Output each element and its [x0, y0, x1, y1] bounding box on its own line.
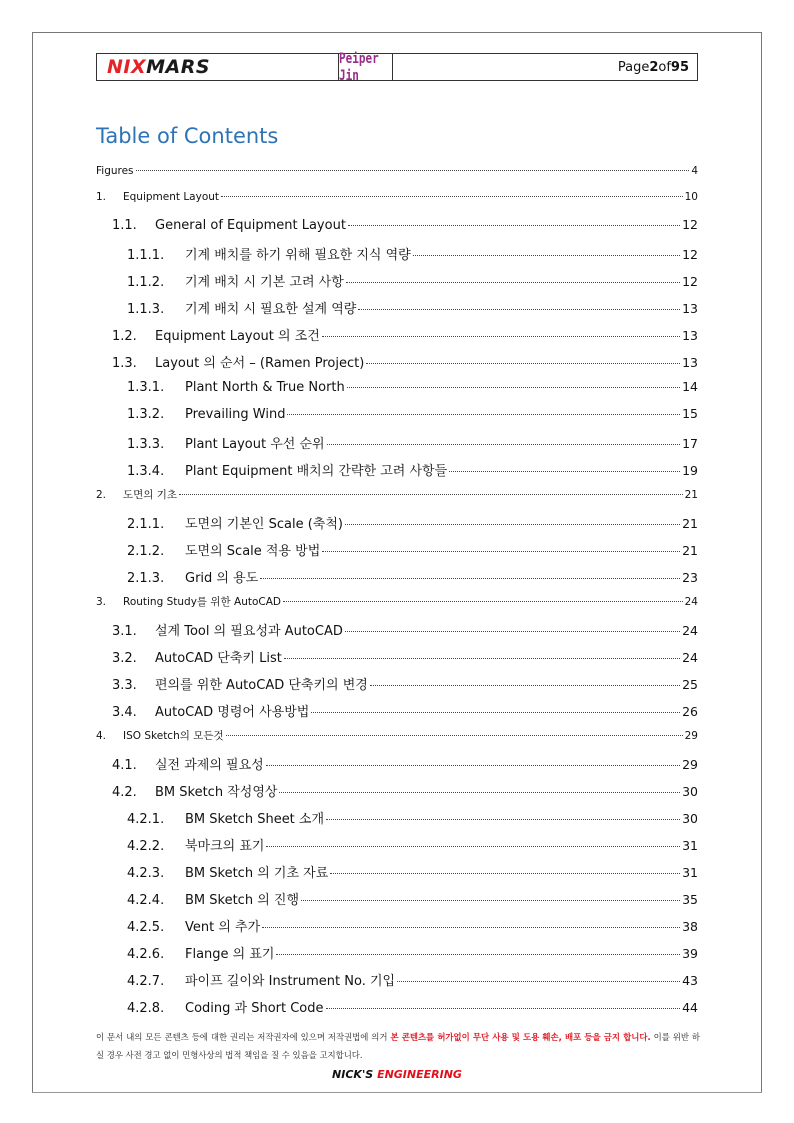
toc-leader-dots [366, 362, 680, 364]
toc-leader-dots [266, 845, 680, 847]
toc-leader-dots [283, 600, 683, 602]
toc-leader-dots [370, 684, 680, 686]
toc-entry[interactable] [96, 346, 698, 373]
toc-entry-number: 1.3.4. [127, 464, 165, 479]
toc-entry[interactable] [96, 748, 698, 775]
toc-entry[interactable] [96, 829, 698, 856]
toc-entry-number: 3.1. [112, 624, 137, 639]
toc-leader-dots [326, 818, 680, 820]
toc-leader-dots [397, 980, 680, 982]
toc-entry[interactable] [96, 668, 698, 695]
toc-leader-dots [221, 195, 683, 197]
toc-entry-title: 도면의 기본인 Scale (축척) [185, 517, 343, 532]
toc-entry-page: 24 [682, 650, 698, 665]
toc-entry-page: 26 [682, 704, 698, 719]
toc-entry-number: 1.1.2. [127, 275, 165, 290]
toc-entry-page: 23 [682, 570, 698, 585]
logo-cell [97, 54, 339, 80]
toc-leader-dots [284, 657, 680, 659]
footer-brand: NICK'S ENGINEERING [332, 1068, 462, 1081]
toc-entry-page: 21 [684, 489, 698, 501]
toc-entry-title: 북마크의 표기 [185, 839, 265, 854]
toc-entry[interactable] [96, 400, 698, 427]
toc-leader-dots [345, 523, 680, 525]
toc-entry-title: BM Sketch 작성영상 [155, 785, 278, 800]
toc-entry-number: 4. [96, 730, 107, 742]
toc-entry[interactable] [96, 614, 698, 641]
toc-entry[interactable] [96, 159, 698, 185]
toc-entry[interactable] [96, 238, 698, 265]
toc-entry-title: Plant Equipment 배치의 간략한 고려 사항들 [185, 464, 448, 479]
toc-entry-title: AutoCAD 명령어 사용방법 [155, 705, 310, 720]
toc-leader-dots [226, 734, 683, 736]
toc-leader-dots [413, 254, 680, 256]
toc-entry-number: 4.2. [112, 785, 137, 800]
toc-entry[interactable] [96, 373, 698, 400]
toc-entry[interactable] [96, 910, 698, 937]
toc-entry[interactable] [96, 856, 698, 883]
toc-entry-number: 3.3. [112, 678, 137, 693]
toc-leader-dots [287, 413, 680, 415]
toc-leader-dots [311, 711, 680, 713]
toc-leader-dots [345, 630, 680, 632]
toc-entry-title: 기계 배치 시 기본 고려 사항 [185, 275, 344, 290]
toc-entry-number: 4.2.1. [127, 812, 165, 827]
toc-entry-title: General of Equipment Layout [155, 218, 346, 233]
toc-entry-number: 1.1.1. [127, 248, 165, 263]
toc-entry-number: 1. [96, 191, 107, 203]
toc-entry-title: Grid 의 용도 [185, 571, 259, 586]
toc-entry-number: 1.1.3. [127, 302, 165, 317]
toc-leader-dots [260, 577, 680, 579]
toc-entry-page: 30 [682, 784, 698, 799]
toc-entry-title: 도면의 Scale 적용 방법 [185, 544, 321, 559]
toc-entry-title: BM Sketch Sheet 소개 [185, 812, 325, 827]
toc-entry-title: 파이프 길이와 Instrument No. 기입 [185, 974, 396, 989]
toc-entry[interactable] [96, 641, 698, 668]
toc-entry[interactable] [96, 534, 698, 561]
toc-entry[interactable] [96, 481, 698, 507]
toc-entry-number: 4.1. [112, 758, 137, 773]
toc-entry-number: 1.3.1. [127, 380, 165, 395]
toc-entry-number: 1.1. [112, 218, 137, 233]
toc-entry[interactable] [96, 991, 698, 1018]
nixmars-logo: NIXMARS [107, 56, 211, 78]
toc-entry[interactable] [96, 292, 698, 319]
toc-leader-dots [322, 550, 680, 552]
toc-entry-title: 기계 배치 시 필요한 설계 역량 [185, 302, 357, 317]
page-frame-bottom [32, 1092, 762, 1093]
toc-entry-page: 12 [682, 217, 698, 232]
toc-leader-dots [266, 764, 680, 766]
toc-entry-title: Plant North & True North [185, 380, 345, 395]
page-header [96, 50, 698, 84]
toc-entry-title: Figures [96, 165, 134, 177]
toc-entry[interactable] [96, 964, 698, 991]
toc-entry-number: 2.1.3. [127, 571, 165, 586]
toc-leader-dots [330, 872, 680, 874]
toc-leader-dots [326, 1007, 681, 1009]
toc-entry[interactable] [96, 507, 698, 534]
toc-entry-page: 21 [682, 543, 698, 558]
toc-entry-page: 39 [682, 946, 698, 961]
toc-entry-number: 4.2.5. [127, 920, 165, 935]
toc-entry-title: Coding 과 Short Code [185, 1001, 324, 1016]
toc-entry[interactable] [96, 775, 698, 802]
toc-entry-title: 기계 배치를 하기 위해 필요한 지식 역량 [185, 248, 411, 263]
toc-leader-dots [301, 899, 680, 901]
toc-entry-page: 29 [682, 757, 698, 772]
toc-entry-page: 14 [682, 379, 698, 394]
toc-entry-title: Flange 의 표기 [185, 947, 275, 962]
toc-entry-page: 44 [682, 1000, 698, 1015]
toc-entry[interactable] [96, 937, 698, 964]
toc-leader-dots [136, 169, 690, 171]
total-pages: 95 [670, 59, 689, 75]
toc-entry-number: 2. [96, 489, 107, 501]
toc-entry-page: 17 [682, 436, 698, 451]
toc-entry-page: 24 [684, 596, 698, 608]
toc-entry-title: Equipment Layout 의 조건 [155, 329, 320, 344]
current-page: 2 [649, 59, 659, 75]
toc-entry-page: 13 [682, 301, 698, 316]
toc-entry-title: Routing Study를 위한 AutoCAD [123, 596, 281, 608]
toc-entry-title: BM Sketch 의 진행 [185, 893, 300, 908]
toc-entry-title: 도면의 기초 [123, 489, 178, 501]
toc-entry-title: 편의를 위한 AutoCAD 단축키의 변경 [155, 678, 368, 693]
signature: Peiper Jin [339, 50, 379, 84]
toc-leader-dots [358, 308, 680, 310]
toc-entry-number: 3.2. [112, 651, 137, 666]
toc-leader-dots [276, 953, 680, 955]
toc-entry-number: 4.2.8. [127, 1001, 165, 1016]
toc-entry-number: 4.2.3. [127, 866, 165, 881]
toc-leader-dots [262, 926, 680, 928]
toc-entry-page: 31 [682, 865, 698, 880]
toc-entry-title: 설계 Tool 의 필요성과 AutoCAD [155, 624, 343, 639]
toc-entry-page: 35 [682, 892, 698, 907]
toc-entry[interactable] [96, 722, 698, 748]
toc-entry[interactable] [96, 883, 698, 910]
toc-entry[interactable] [96, 265, 698, 292]
toc-entry-title: Layout 의 순서 – (Ramen Project) [155, 356, 365, 371]
toc-entry-page: 13 [682, 355, 698, 370]
toc-entry[interactable] [96, 319, 698, 346]
toc-entry-number: 1.2. [112, 329, 137, 344]
toc-entry-number: 1.3. [112, 356, 137, 371]
toc-entry-page: 12 [682, 274, 698, 289]
toc-leader-dots [279, 791, 680, 793]
page-number: Page 2 of 95 [617, 59, 689, 75]
toc-leader-dots [346, 281, 680, 283]
toc-entry-number: 1.3.3. [127, 437, 165, 452]
toc-entry-number: 3.4. [112, 705, 137, 720]
toc-entry-page: 12 [682, 247, 698, 262]
signature-cell [339, 50, 393, 84]
toc-leader-dots [179, 493, 683, 495]
toc-entry-page: 21 [682, 516, 698, 531]
toc-entry-page: 38 [682, 919, 698, 934]
toc-entry[interactable] [96, 211, 698, 238]
toc-entry-number: 2.1.2. [127, 544, 165, 559]
toc-entry-page: 24 [682, 623, 698, 638]
toc-leader-dots [322, 335, 680, 337]
toc-entry-page: 10 [684, 191, 698, 203]
toc-entry[interactable] [96, 427, 698, 454]
toc-entry-title: Prevailing Wind [185, 407, 286, 422]
toc-entry-page: 19 [682, 463, 698, 478]
toc-entry-page: 25 [682, 677, 698, 692]
toc-entry-title: 실전 과제의 필요성 [155, 758, 264, 773]
copyright-notice: 이 문서 내의 모든 콘텐츠 등에 대한 권리는 저작권자에 있으며 저작권법에 의거 본 콘텐츠를 허가없이 무단 사용 및 도용 훼손, 배포 등을 금지 합니다. 이를 위반 하실 경우 사전 경고 없이 민형사상의 법적 책임을 질 수 있음을 고지합니다. [96, 1032, 700, 1060]
toc-entry-page: 30 [682, 811, 698, 826]
toc-entry-title: ISO Sketch의 모든것 [123, 730, 224, 742]
toc-entry-page: 13 [682, 328, 698, 343]
toc-entry[interactable] [96, 185, 698, 211]
toc-entry-number: 3. [96, 596, 107, 608]
toc-entry-number: 4.2.4. [127, 893, 165, 908]
toc-entry[interactable] [96, 454, 698, 481]
toc-entry[interactable] [96, 695, 698, 722]
toc-entry-page: 4 [691, 165, 698, 177]
toc-entry-title: BM Sketch 의 기초 자료 [185, 866, 329, 881]
toc-entry-title: Vent 의 추가 [185, 920, 261, 935]
toc-entry-number: 4.2.6. [127, 947, 165, 962]
toc-entry-page: 43 [682, 973, 698, 988]
toc-list [96, 159, 698, 1018]
toc-leader-dots [348, 224, 680, 226]
toc-entry[interactable] [96, 588, 698, 614]
toc-entry-number: 4.2.7. [127, 974, 165, 989]
toc-entry-page: 29 [684, 730, 698, 742]
toc-entry-title: AutoCAD 단축키 List [155, 651, 282, 666]
toc-entry-number: 1.3.2. [127, 407, 165, 422]
toc-leader-dots [327, 443, 681, 445]
toc-leader-dots [347, 386, 680, 388]
toc-entry-title: Plant Layout 우선 순위 [185, 437, 325, 452]
toc-entry-page: 15 [682, 406, 698, 421]
toc-entry-number: 2.1.1. [127, 517, 165, 532]
toc-entry-title: Equipment Layout [123, 191, 220, 203]
toc-entry[interactable] [96, 802, 698, 829]
toc-title: Table of Contents [96, 124, 279, 148]
toc-entry[interactable] [96, 561, 698, 588]
toc-entry-number: 4.2.2. [127, 839, 165, 854]
toc-entry-page: 31 [682, 838, 698, 853]
toc-leader-dots [449, 470, 680, 472]
